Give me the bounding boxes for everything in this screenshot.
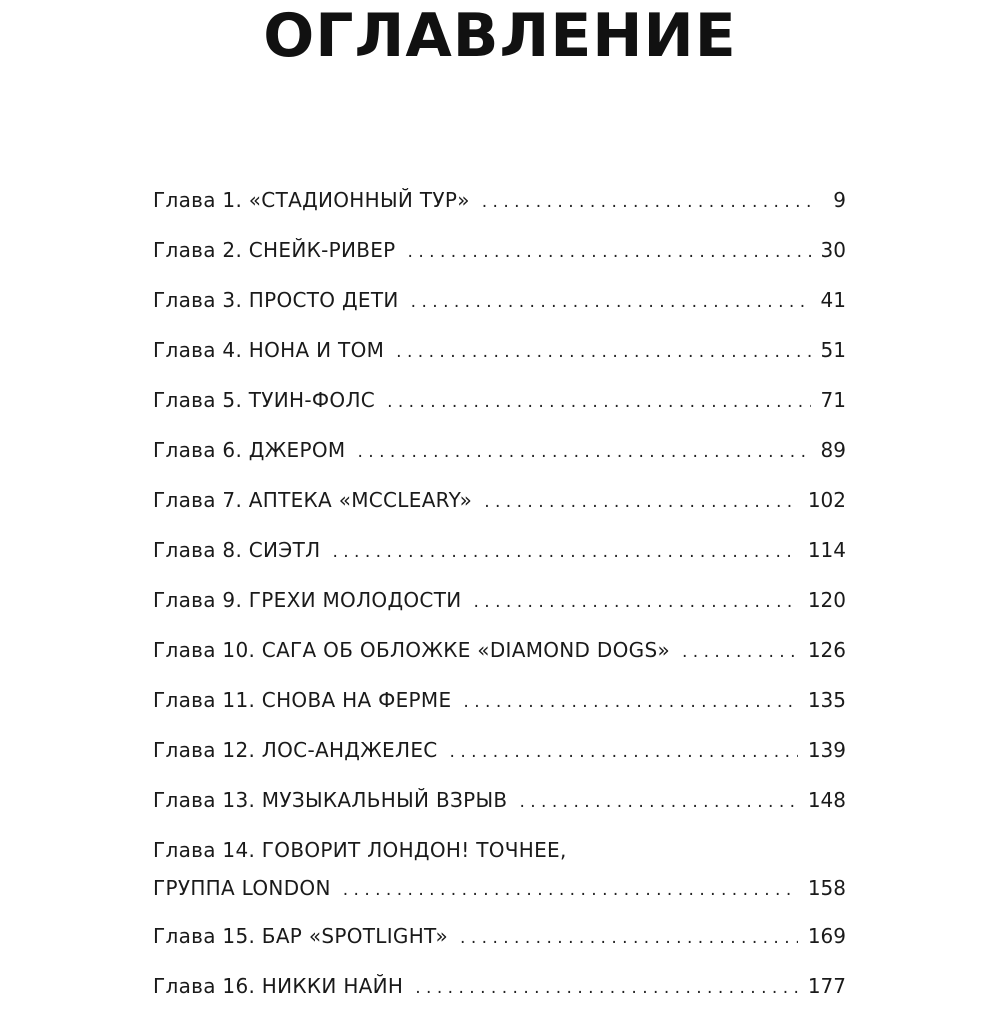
dot-leader <box>484 480 798 524</box>
table-of-contents <box>153 178 846 1014</box>
page-number: 126 <box>807 638 846 662</box>
toc-entry-8[interactable] <box>153 528 846 578</box>
page-number: 102 <box>807 488 846 512</box>
dot-leader <box>463 680 797 724</box>
dot-leader <box>411 280 811 324</box>
dot-leader <box>519 780 797 824</box>
dot-leader <box>682 630 798 674</box>
page-number: 135 <box>807 688 846 712</box>
dot-leader <box>473 580 797 624</box>
chapter-title: Глава 6. ДЖЕРОМ <box>153 438 346 462</box>
dot-leader <box>408 230 811 274</box>
chapter-title: Глава 7. АПТЕКА «MCCLEARY» <box>153 488 473 512</box>
dot-leader <box>460 916 798 960</box>
page-number: 177 <box>807 974 846 998</box>
page-number: 41 <box>820 288 846 312</box>
page-number: 139 <box>807 738 846 762</box>
dot-leader <box>343 868 798 912</box>
chapter-title-line1: Глава 14. ГОВОРИТ ЛОНДОН! ТОЧНЕЕ, <box>153 838 567 862</box>
dot-leader <box>482 180 812 224</box>
page-number: 114 <box>807 538 846 562</box>
chapter-title: Глава 1. «СТАДИОННЫЙ ТУР» <box>153 188 470 212</box>
chapter-title: Глава 11. СНОВА НА ФЕРМЕ <box>153 688 452 712</box>
chapter-title: Глава 13. МУЗЫКАЛЬНЫЙ ВЗРЫВ <box>153 788 508 812</box>
chapter-title: Глава 3. ПРОСТО ДЕТИ <box>153 288 399 312</box>
chapter-title: Глава 5. ТУИН-ФОЛС <box>153 388 376 412</box>
dot-leader <box>332 530 797 574</box>
toc-entry-6[interactable] <box>153 428 846 478</box>
toc-entry-10[interactable] <box>153 628 846 678</box>
chapter-title: Глава 4. НОНА И ТОМ <box>153 338 385 362</box>
page-number: 71 <box>820 388 846 412</box>
chapter-title-line2: ГРУППА LONDON <box>153 876 331 900</box>
toc-entry-9[interactable] <box>153 578 846 628</box>
toc-entry-11[interactable] <box>153 678 846 728</box>
page-number: 89 <box>820 438 846 462</box>
chapter-title: Глава 16. НИККИ НАЙН <box>153 974 404 998</box>
toc-entry-12[interactable] <box>153 728 846 778</box>
chapter-title: Глава 10. САГА ОБ ОБЛОЖКЕ «DIAMOND DOGS» <box>153 638 670 662</box>
toc-entry-2[interactable] <box>153 228 846 278</box>
toc-entry-16[interactable] <box>153 964 846 1014</box>
page-number: 30 <box>820 238 846 262</box>
page-title: ОГЛАВЛЕНИЕ <box>263 1 737 71</box>
page-number: 148 <box>807 788 846 812</box>
toc-entry-14[interactable] <box>153 828 846 914</box>
dot-leader <box>387 380 810 424</box>
page-number: 158 <box>807 876 846 900</box>
dot-leader <box>357 430 810 474</box>
page-number: 169 <box>807 924 846 948</box>
toc-entry-7[interactable] <box>153 478 846 528</box>
toc-entry-15[interactable] <box>153 914 846 964</box>
toc-entry-5[interactable] <box>153 378 846 428</box>
chapter-title: Глава 8. СИЭТЛ <box>153 538 321 562</box>
toc-entry-1[interactable] <box>153 178 846 228</box>
chapter-title: Глава 9. ГРЕХИ МОЛОДОСТИ <box>153 588 462 612</box>
dot-leader <box>415 966 798 1010</box>
dot-leader <box>450 730 798 774</box>
toc-entry-3[interactable] <box>153 278 846 328</box>
toc-entry-4[interactable] <box>153 328 846 378</box>
toc-entry-13[interactable] <box>153 778 846 828</box>
dot-leader <box>396 330 810 374</box>
chapter-title: Глава 15. БАР «SPOTLIGHT» <box>153 924 449 948</box>
page-number: 51 <box>820 338 846 362</box>
page-number: 120 <box>807 588 846 612</box>
chapter-title: Глава 2. СНЕЙК-РИВЕР <box>153 238 396 262</box>
page-number: 9 <box>833 188 846 212</box>
chapter-title: Глава 12. ЛОС-АНДЖЕЛЕС <box>153 738 438 762</box>
